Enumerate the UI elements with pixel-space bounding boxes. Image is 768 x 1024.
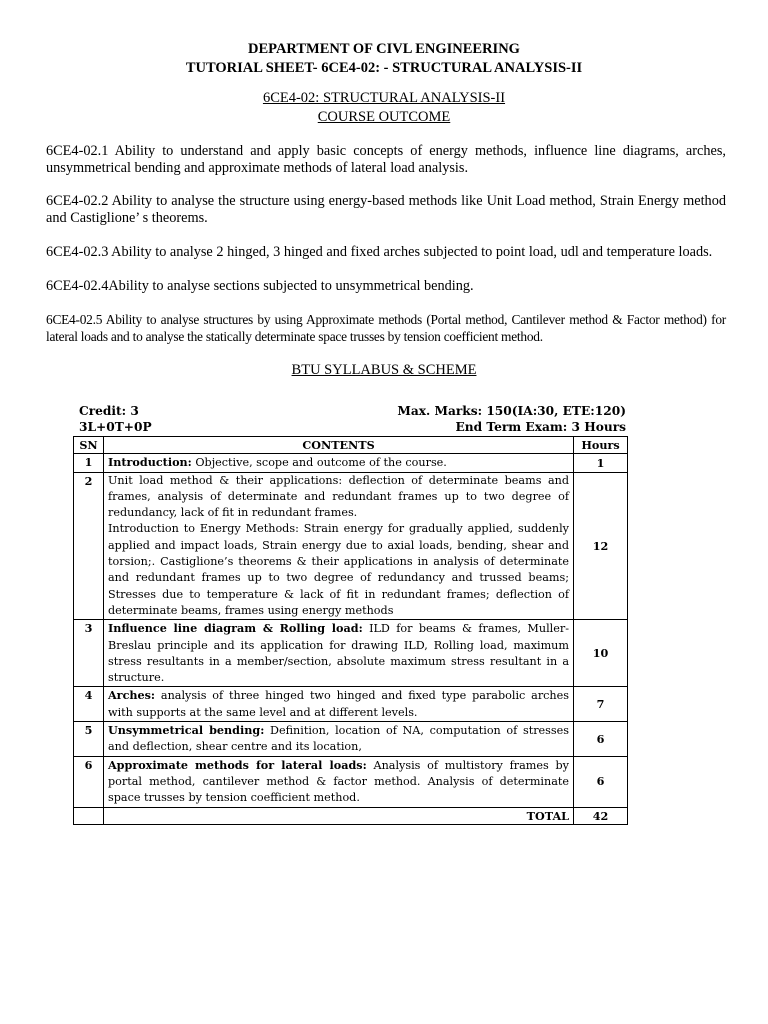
row-content (104, 472, 574, 620)
syllabus-table (73, 436, 628, 825)
total-row (74, 807, 628, 824)
row-content (104, 756, 574, 807)
table-row (74, 472, 628, 620)
table-row (74, 687, 628, 722)
total-label: TOTAL (104, 807, 574, 824)
row-sn: 3 (74, 620, 104, 687)
row-content (104, 722, 574, 757)
hours-header: Hours (574, 437, 628, 454)
row-text: Objective, scope and outcome of the course. (191, 456, 447, 470)
outcome-4: 6CE4-02.4Ability to analyse sections subjected to unsymmetrical bending. (46, 278, 474, 294)
row-hours: 6 (574, 756, 628, 807)
row-text: ILD for beams & frames, Muller-Breslau principle and its application for drawing ILD, Rolling load, maximum stress resultants in a member/section, absolute maximum stress resultant in a structure. (108, 622, 569, 685)
row-title: Influence line diagram & Rolling load: (108, 621, 363, 636)
table-row (74, 454, 628, 472)
row-text: analysis of three hinged two hinged and fixed type parabolic arches with supports at the same level and at different levels. (108, 689, 569, 719)
row-title: Arches: (108, 688, 156, 703)
row-sn: 1 (74, 454, 104, 472)
row-hours: 10 (574, 620, 628, 687)
outcome-3: 6CE4-02.3 Ability to analyse 2 hinged, 3 hinged and fixed arches subjected to point load, udl and temperature loads. (46, 244, 713, 260)
row-hours: 12 (574, 472, 628, 620)
row-sn: 5 (74, 722, 104, 757)
credit-label: Credit: 3 (79, 404, 139, 418)
row-text-2: Introduction to Energy Methods: Strain energy for gradually applied, suddenly applied and impact loads, Strain energy due to axial loads, bending, shear and torsion;. Castiglione’s theorems & their applications in analysis of determinate and redundant frames up to two degree of redundancy and trussed beams; Stresses due to temperature & lack of fit in redundant frames; deflection of determinate beams, frames using energy methods (108, 522, 569, 617)
row-text: Definition, location of NA, computation of stresses and deflection, shear centre and its location, (108, 724, 570, 754)
total-hours: 42 (574, 807, 628, 824)
outcome-1: 6CE4-02.1 Ability to understand and apply basic concepts of energy methods, influence line diagrams, arches, unsymmetrical bending and approximate methods of lateral load analysis. (46, 143, 726, 176)
row-sn: 4 (74, 687, 104, 722)
table-row (74, 722, 628, 757)
department-heading: DEPARTMENT OF CIVL ENGINEERING (248, 41, 520, 57)
table-row (74, 620, 628, 687)
sn-header: SN (74, 437, 104, 454)
course-title: 6CE4-02: STRUCTURAL ANALYSIS-II (262, 90, 506, 106)
row-content (104, 454, 574, 472)
row-sn: 2 (74, 472, 104, 620)
total-empty-cell (74, 807, 104, 824)
row-content (104, 687, 574, 722)
row-title: Approximate methods for lateral loads: (108, 757, 367, 772)
row-hours: 6 (574, 722, 628, 757)
row-text: Unit load method & their applications: deflection of determinate beams and frames, analysis of determinate and redundant frames up to two degree of redundancy, lack of fit in redundant frames. (108, 473, 569, 520)
contents-header: CONTENTS (104, 437, 574, 454)
outcome-2: 6CE4-02.2 Ability to analyse the structure using energy-based methods like Unit Load method, Strain Energy method and Castiglione’ s theorems. (46, 193, 726, 226)
row-title: Unsymmetrical bending: (108, 723, 265, 738)
table-row (74, 756, 628, 807)
row-title: Introduction: (108, 455, 192, 470)
syllabus-heading: BTU SYLLABUS & SCHEME (291, 362, 477, 378)
row-hours: 7 (574, 687, 628, 722)
course-outcome-heading: COURSE OUTCOME (317, 109, 451, 125)
outcome-5: 6CE4-02.5 Ability to analyse structures by using Approximate methods (Portal method, Cantilever method & Factor method) for lateral loads and to analyse the statically determinate space trusses by tension coefficient method. (46, 312, 726, 344)
exam-duration-label: End Term Exam: 3 Hours (455, 420, 626, 434)
max-marks-label: Max. Marks: 150(IA:30, ETE:120) (397, 404, 626, 418)
row-text: Analysis of multistory frames by portal method, cantilever method & factor method. Analysis of determinate space trusses by tension coefficient method. (108, 758, 569, 805)
row-content (104, 620, 574, 687)
tutorial-heading: TUTORIAL SHEET- 6CE4-02: - STRUCTURAL ANALYSIS-II (185, 60, 583, 76)
table-header-row (74, 437, 628, 454)
row-hours: 1 (574, 454, 628, 472)
ltp-label: 3L+0T+0P (79, 420, 152, 434)
row-sn: 6 (74, 756, 104, 807)
